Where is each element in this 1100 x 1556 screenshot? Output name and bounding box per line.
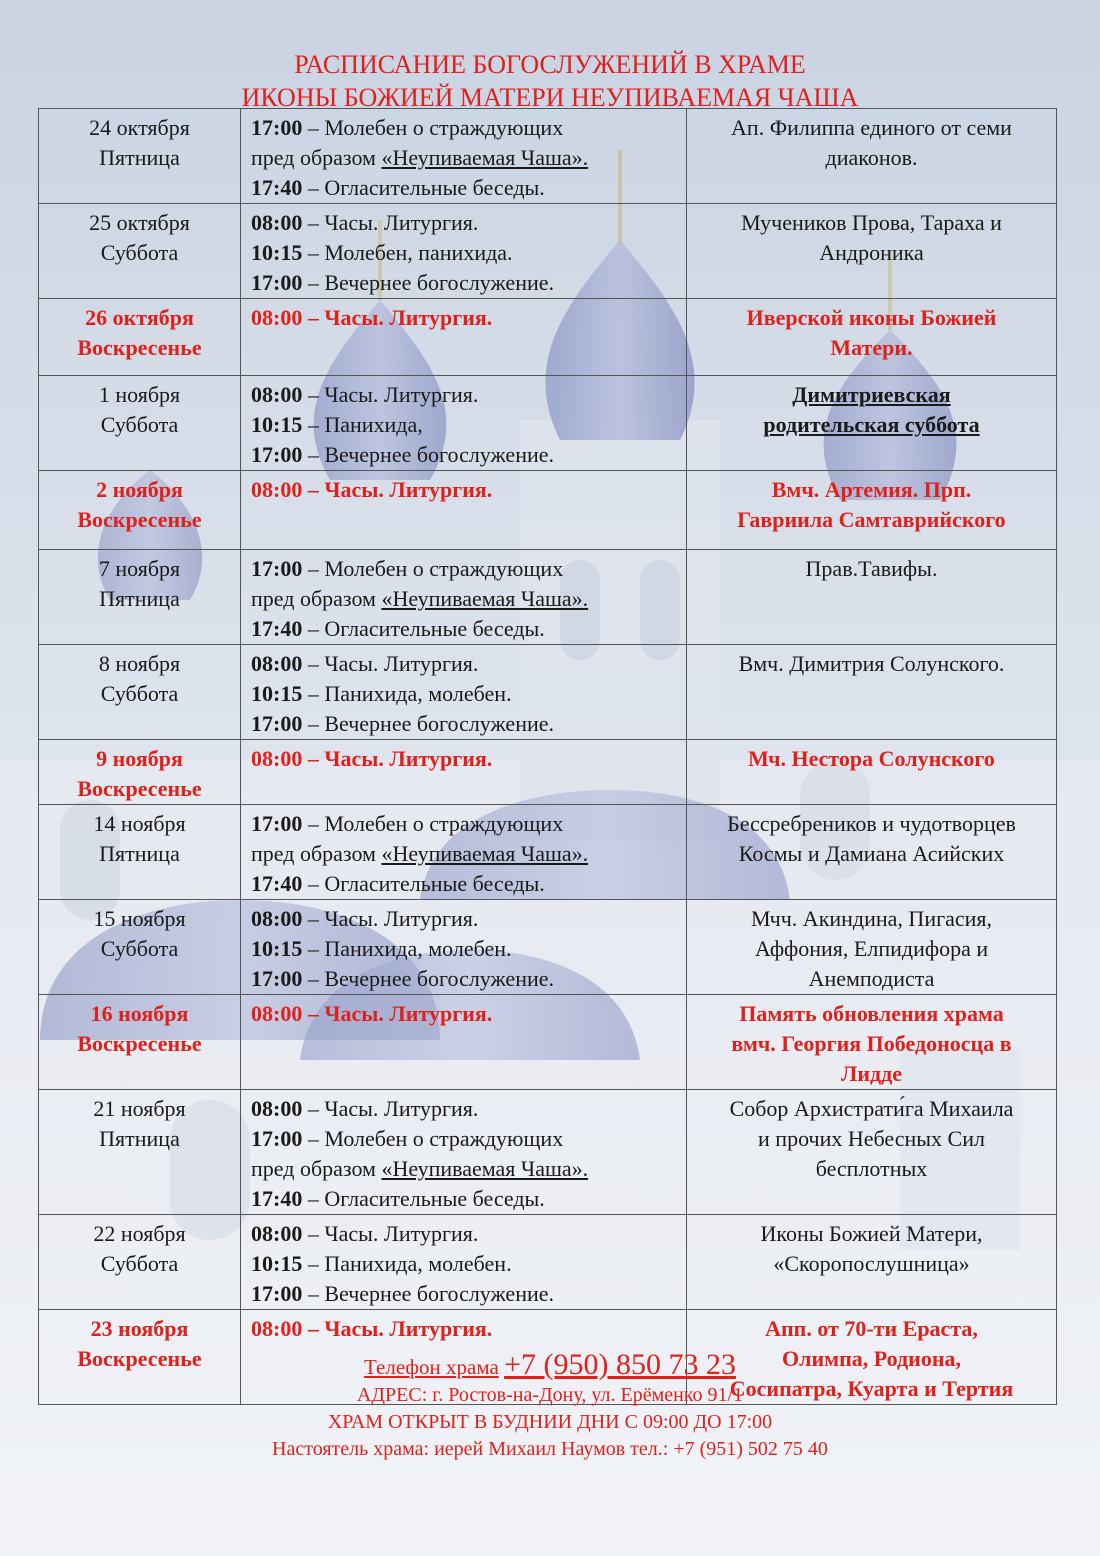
date-cell: 2 ноября Воскресенье bbox=[39, 471, 241, 550]
feast-cell: Прав.Тавифы. bbox=[687, 550, 1057, 645]
date-cell: 7 ноября Пятница bbox=[39, 550, 241, 645]
services-cell: 17:00 – Молебен о страждующих пред образом «Неупиваемая Чаша». 17:40 – Огласительные беседы. bbox=[241, 805, 687, 900]
services-cell: 08:00 – Часы. Литургия. 10:15 – Молебен, панихида. 17:00 – Вечернее богослужение. bbox=[241, 204, 687, 299]
services-cell: 08:00 – Часы. Литургия. bbox=[241, 471, 687, 550]
opening-hours-line: ХРАМ ОТКРЫТ В БУДНИИ ДНИ С 09:00 ДО 17:00 bbox=[327, 1411, 773, 1433]
feast-cell: Бессребреников и чудотворцев Космы и Дамиана Асийских bbox=[687, 805, 1057, 900]
date-cell: 9 ноября Воскресенье bbox=[39, 740, 241, 805]
date-cell: 8 ноября Суббота bbox=[39, 645, 241, 740]
schedule-table bbox=[38, 108, 1057, 1405]
services-cell: 17:00 – Молебен о страждующих пред образом «Неупиваемая Чаша». 17:40 – Огласительные беседы. bbox=[241, 109, 687, 204]
table-row bbox=[39, 471, 1057, 550]
feast-cell: Вмч. Димитрия Солунского. bbox=[687, 645, 1057, 740]
date-cell: 21 ноября Пятница bbox=[39, 1090, 241, 1215]
feast-cell: Апп. от 70-ти Ераста, Олимпа, Родиона, Сосипатра, Куарта и Тертия bbox=[687, 1310, 1057, 1405]
feast-cell: Ап. Филиппа единого от семи диаконов. bbox=[687, 109, 1057, 204]
schedule-subtitle: ИКОНЫ БОЖИЕЙ МАТЕРИ НЕУПИВАЕМАЯ ЧАША bbox=[241, 83, 859, 108]
services-cell: 08:00 – Часы. Литургия. bbox=[241, 740, 687, 805]
services-cell: 08:00 – Часы. Литургия. 10:15 – Панихида, 17:00 – Вечернее богослужение. bbox=[241, 376, 687, 471]
feast-cell: Вмч. Артемия. Прп. Гавриила Самтаврийского bbox=[687, 471, 1057, 550]
phone-line bbox=[0, 1348, 1100, 1382]
services-cell: 08:00 – Часы. Литургия. 10:15 – Панихида, молебен. 17:00 – Вечернее богослужение. bbox=[241, 900, 687, 995]
services-cell: 08:00 – Часы. Литургия. 10:15 – Панихида, молебен. 17:00 – Вечернее богослужение. bbox=[241, 1215, 687, 1310]
services-cell: 08:00 – Часы. Литургия. bbox=[241, 299, 687, 376]
services-cell: 08:00 – Часы. Литургия. bbox=[241, 1310, 687, 1405]
date-cell: 24 октября Пятница bbox=[39, 109, 241, 204]
date-cell: 23 ноября Воскресенье bbox=[39, 1310, 241, 1405]
services-cell: 08:00 – Часы. Литургия. bbox=[241, 995, 687, 1090]
date-cell: 1 ноября Суббота bbox=[39, 376, 241, 471]
services-cell: 08:00 – Часы. Литургия. 17:00 – Молебен о страждующих пред образом «Неупиваемая Чаша». 17:40 – Огласительные беседы. bbox=[241, 1090, 687, 1215]
services-cell: 08:00 – Часы. Литургия. 10:15 – Панихида, молебен. 17:00 – Вечернее богослужение. bbox=[241, 645, 687, 740]
table-row bbox=[39, 550, 1057, 645]
table-row bbox=[39, 1215, 1057, 1310]
feast-cell: Иверской иконы Божией Матери. bbox=[687, 299, 1057, 376]
phone-number-link[interactable]: +7 (950) 850 73 23 bbox=[504, 1348, 736, 1381]
feast-cell: Мчч. Акиндина, Пигасия, Аффония, Елпидифора и Анемподиста bbox=[687, 900, 1057, 995]
table-row bbox=[39, 299, 1057, 376]
feast-cell: Иконы Божией Матери, «Скоропослушница» bbox=[687, 1215, 1057, 1310]
table-row bbox=[39, 204, 1057, 299]
date-cell: 14 ноября Пятница bbox=[39, 805, 241, 900]
schedule-title: РАСПИСАНИЕ БОГОСЛУЖЕНИЙ В ХРАМЕ bbox=[294, 50, 806, 79]
table-row bbox=[39, 805, 1057, 900]
feast-cell: Димитриевская родительская суббота bbox=[687, 376, 1057, 471]
address-line: АДРЕС: г. Ростов-на-Дону, ул. Ерёменко 91/1 bbox=[356, 1384, 744, 1406]
date-cell: 26 октября Воскресенье bbox=[39, 299, 241, 376]
services-cell: 17:00 – Молебен о страждующих пред образом «Неупиваемая Чаша». 17:40 – Огласительные беседы. bbox=[241, 550, 687, 645]
date-cell: 15 ноября Суббота bbox=[39, 900, 241, 995]
rector-line: Настоятель храма: иерей Михаил Наумов тел.: +7 (951) 502 75 40 bbox=[272, 1438, 828, 1460]
table-row bbox=[39, 995, 1057, 1090]
feast-cell: Мч. Нестора Солунского bbox=[687, 740, 1057, 805]
table-row bbox=[39, 645, 1057, 740]
feast-cell: Собор Архистрати́га Михаила и прочих Небесных Сил бесплотных bbox=[687, 1090, 1057, 1215]
table-row bbox=[39, 740, 1057, 805]
feast-cell: Память обновления храма вмч. Георгия Победоносца в Лидде bbox=[687, 995, 1057, 1090]
date-cell: 25 октября Суббота bbox=[39, 204, 241, 299]
table-row bbox=[39, 376, 1057, 471]
date-cell: 16 ноября Воскресенье bbox=[39, 995, 241, 1090]
phone-label: Телефон храма bbox=[364, 1355, 499, 1379]
feast-cell: Мучеников Прова, Тараха и Андроника bbox=[687, 204, 1057, 299]
table-row bbox=[39, 900, 1057, 995]
date-cell: 22 ноября Суббота bbox=[39, 1215, 241, 1310]
table-row bbox=[39, 109, 1057, 204]
table-row bbox=[39, 1090, 1057, 1215]
